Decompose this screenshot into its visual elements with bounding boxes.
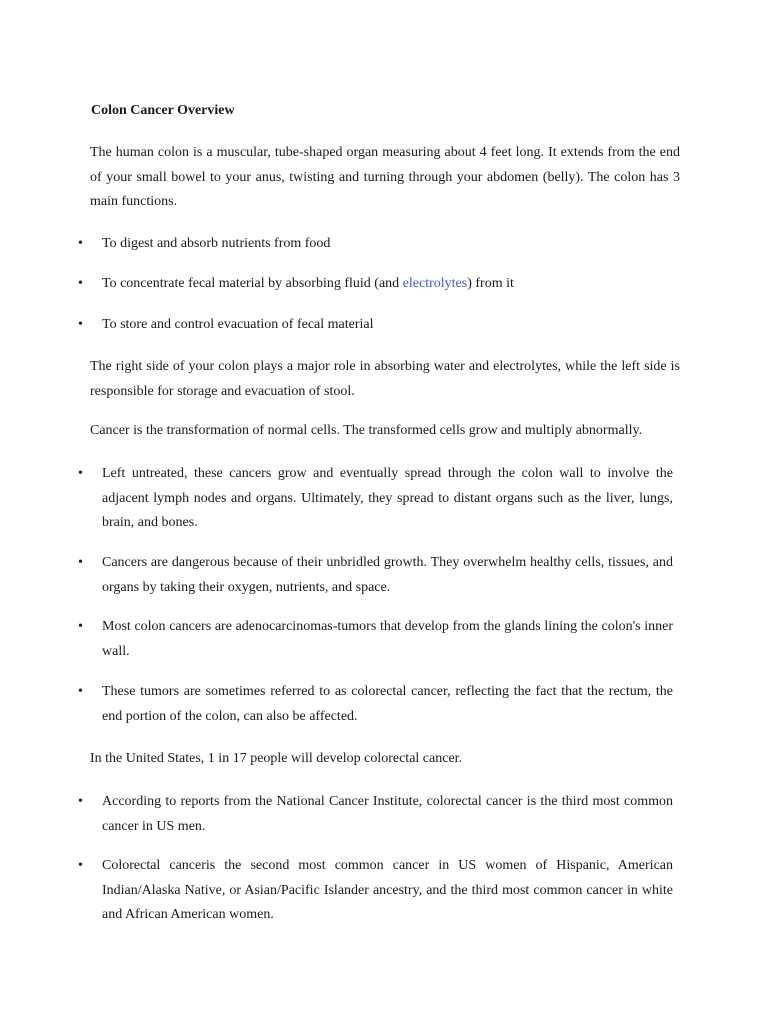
electrolytes-link[interactable]: electrolytes [402, 276, 468, 291]
list-item-text: Colorectal canceris the second most common cancer in US women of Hispanic, American Indian/Alaska Native, or Asian/Pacific Islander ancestry, and the third most common cancer in white and African American women. [102, 858, 673, 922]
list-item-text: Most colon cancers are adenocarcinomas-tumors that develop from the glands lining the colon's inner wall. [102, 619, 673, 659]
us-statistics-paragraph: In the United States, 1 in 17 people will develop colorectal cancer. [90, 751, 463, 766]
bullet-icon: • [78, 858, 83, 873]
bullet-icon: • [78, 466, 83, 481]
list-item-text: To digest and absorb nutrients from food [102, 236, 331, 251]
bullet-icon: • [78, 317, 83, 332]
list-item-text: These tumors are sometimes referred to as colorectal cancer, reflecting the fact that the rectum, the end portion of the colon, can also be affected. [102, 684, 673, 724]
list-item-text [102, 272, 673, 297]
bullet-icon: • [78, 794, 83, 809]
right-side-paragraph: The right side of your colon plays a major role in absorbing water and electrolytes, while the left side is responsible for storage and evacuation of stool. [90, 359, 680, 399]
intro-paragraph: The human colon is a muscular, tube-shaped organ measuring about 4 feet long. It extends from the end of your small bowel to your anus, twisting and turning through your abdomen (belly). The colon has 3 main functions. [90, 145, 680, 209]
document-title: Colon Cancer Overview [91, 103, 235, 118]
bullet-icon: • [78, 276, 83, 291]
list-item-text: Left untreated, these cancers grow and eventually spread through the colon wall to involve the adjacent lymph nodes and organs. Ultimately, they spread to distant organs such as the liver, lungs, brain, and bones. [102, 466, 673, 530]
bullet-icon: • [78, 619, 83, 634]
bullet-icon: • [78, 555, 83, 570]
list-item-text: According to reports from the National Cancer Institute, colorectal cancer is the third most common cancer in US men. [102, 794, 673, 834]
list-item-text-after: ) from it [467, 276, 514, 291]
list-item-text: Cancers are dangerous because of their unbridled growth. They overwhelm healthy cells, tissues, and organs by taking their oxygen, nutrients, and space. [102, 555, 673, 595]
bullet-icon: • [78, 684, 83, 699]
cancer-definition-paragraph: Cancer is the transformation of normal cells. The transformed cells grow and multiply abnormally. [90, 423, 643, 438]
bullet-icon: • [78, 236, 83, 251]
list-item-text: To store and control evacuation of fecal material [102, 317, 374, 332]
list-item-text-before: To concentrate fecal material by absorbing fluid (and [102, 276, 403, 291]
